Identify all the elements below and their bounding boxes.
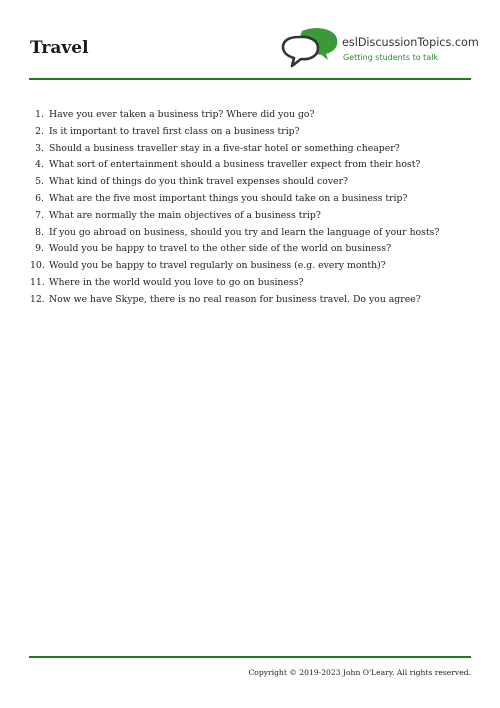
question-number: 10. [30,260,45,272]
question-number: 11. [30,276,45,288]
question-number: 8. [35,226,44,238]
question-text: Should a business traveller stay in a five-star hotel or something cheaper? [49,142,400,154]
question-text: Would you be happy to travel regularly on business (e.g. every month)? [49,260,386,272]
question-number: 6. [35,192,44,204]
copyright-notice: Copyright © 2019-2023 John O'Leary. All rights reserved. [248,668,471,677]
question-number: 7. [35,209,44,221]
page-title: Travel [30,38,89,58]
question-number: 9. [35,243,44,255]
logo-site-name: eslDiscussionTopics.com [342,36,479,49]
question-number: 1. [35,109,44,120]
question-number: 2. [35,125,44,137]
question-number: 5. [35,176,44,188]
question-text: Would you be happy to travel to the other side of the world on business? [49,243,392,255]
site-logo[interactable] [280,27,480,73]
question-text: Now we have Skype, there is no real reason for business travel. Do you agree? [49,293,421,305]
question-text: If you go abroad on business, should you try and learn the language of your hosts? [49,226,440,238]
question-number: 3. [35,142,44,154]
question-text: Where in the world would you love to go on business? [49,276,304,288]
header-divider [29,78,471,80]
question-number: 4. [35,159,44,171]
logo-tagline: Getting students to talk [343,53,439,62]
footer-divider [29,656,471,658]
question-text: Is it important to travel first class on a business trip? [49,125,300,137]
question-text: What are the five most important things you should take on a business trip? [49,192,408,204]
speech-bubbles-icon [280,27,342,73]
question-number: 12. [30,293,45,305]
question-text: What are normally the main objectives of a business trip? [49,209,321,221]
question-text: What kind of things do you think travel expenses should cover? [49,176,349,188]
question-text: What sort of entertainment should a business traveller expect from their host? [49,159,421,171]
question-text: Have you ever taken a business trip? Where did you go? [49,109,315,120]
